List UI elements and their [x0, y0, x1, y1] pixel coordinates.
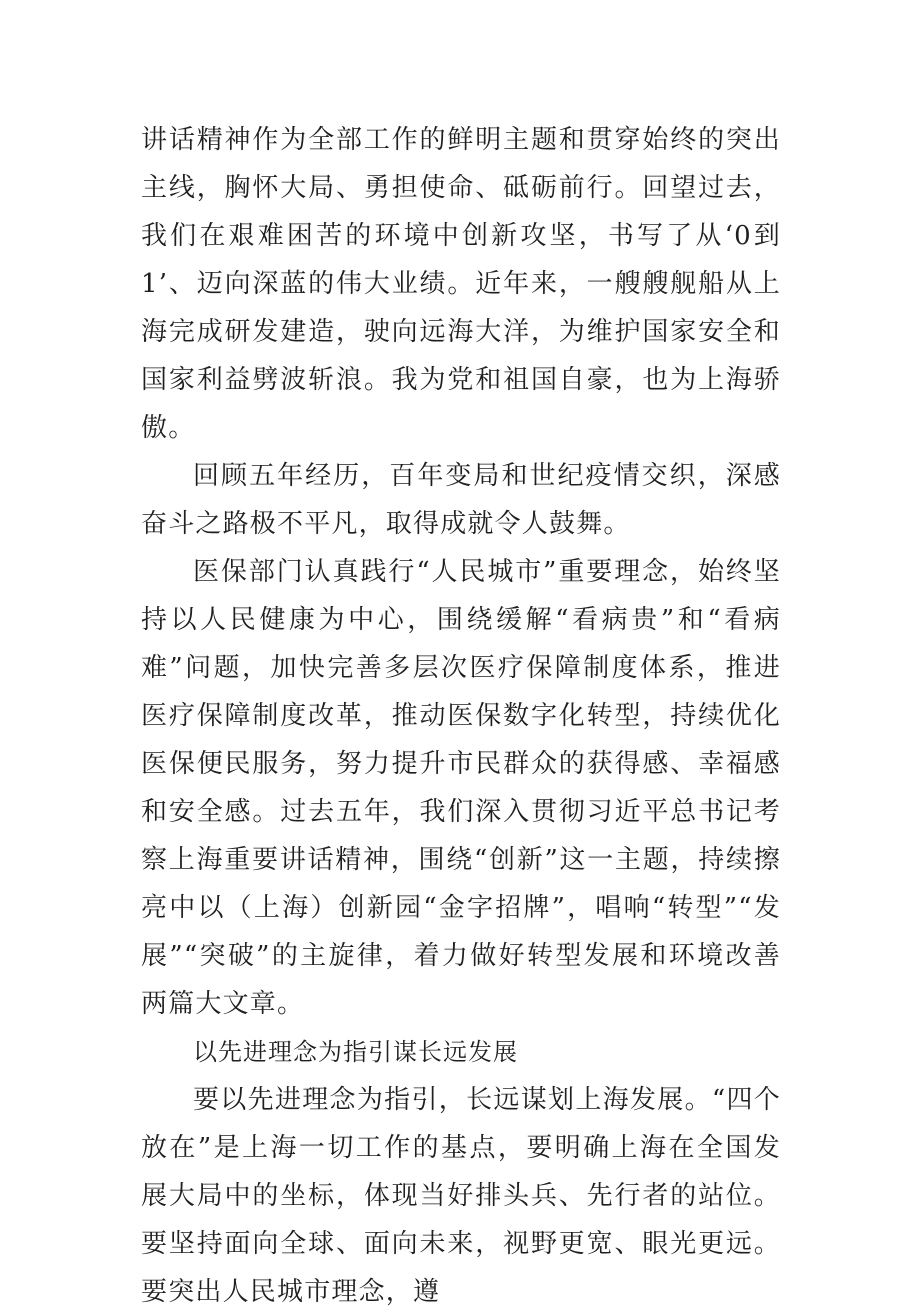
paragraph-continuation: 讲话精神作为全部工作的鲜明主题和贯穿始终的突出主线，胸怀大局、勇担使命、砥砺前行。回望过去，我们在艰难困苦的环境中创新攻坚，书写了从‘0到1’、迈向深蓝的伟大业绩。近年来，一艘艘舰船从上海完成研发建造，驶向远海大洋，为维护国家安全和国家利益劈波斩浪。我为党和祖国自豪，也为上海骄傲。 [141, 125, 781, 443]
paragraph-review: 回顾五年经历，百年变局和世纪疫情交织，深感奋斗之路极不平凡，取得成就令人鼓舞。 [141, 461, 781, 539]
section-heading: 以先进理念为指引谋长远发展 [193, 1038, 518, 1066]
paragraph-medical-insurance: 医保部门认真践行“人民城市”重要理念，始终坚持以人民健康为中心，围绕缓解“看病贵”和“看病难”问题，加快完善多层次医疗保障制度体系，推进医疗保障制度改革，推动医保数字化转型，持续优化医保便民服务，努力提升市民群众的获得感、幸福感和安全感。过去五年，我们深入贯彻习近平总书记考察上海重要讲话精神，围绕“创新”这一主题，持续擦亮中以（上海）创新园“金字招牌”，唱响“转型”“发展”“突破”的主旋律，着力做好转型发展和环境改善两篇大文章。 [141, 557, 781, 1019]
paragraph-advanced-concepts: 要以先进理念为指引，长远谋划上海发展。“四个放在”是上海一切工作的基点，要明确上海在全国发展大局中的坐标，体现当好排头兵、先行者的站位。要坚持面向全球、面向未来，视野更宽、眼光更远。要突出人民城市理念，遵 [141, 1085, 781, 1307]
document-body [141, 116, 781, 1316]
